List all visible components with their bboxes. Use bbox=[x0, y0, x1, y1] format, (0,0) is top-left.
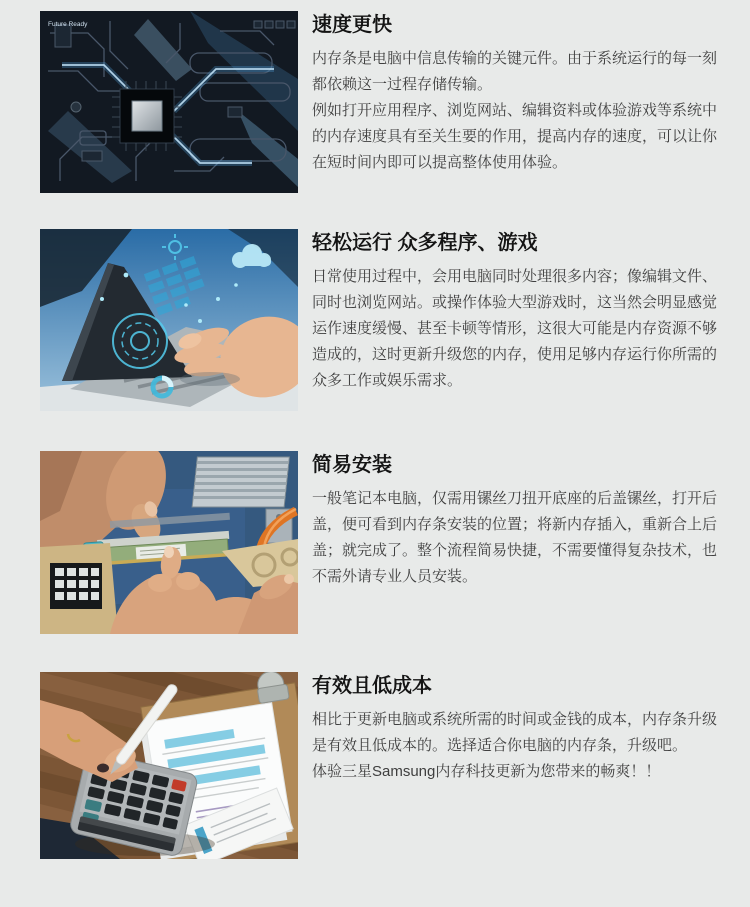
section-paragraph: 一般笔记本电脑，仅需用镙丝刀扭开底座的后盖镙丝，打开后盖，便可看到内存条安装的位置；将新内存插入，重新合上后盖；就完成了。整个流程简易快捷，不需要懂得复杂技术，也不需外请专业人员安装。 bbox=[312, 490, 718, 585]
laptop-hologram-photo bbox=[40, 229, 298, 411]
section-speed-text bbox=[312, 11, 724, 176]
circuit-board-photo bbox=[40, 11, 298, 193]
section-speed bbox=[0, 11, 750, 193]
section-cost-text bbox=[312, 672, 724, 785]
calculator-cost-illustration bbox=[40, 672, 298, 859]
circuit-board-illustration bbox=[40, 11, 298, 193]
section-multitask bbox=[0, 229, 750, 411]
section-paragraph: 内存条是电脑中信息传输的关键元件。由于系统运行的每一刻都依赖这一过程存储传输。 bbox=[312, 50, 718, 93]
section-install-text bbox=[312, 451, 724, 590]
section-cost bbox=[0, 672, 750, 859]
section-title: 简易安装 bbox=[312, 454, 392, 476]
section-paragraph: 相比于更新电脑或系统所需的时间或金钱的成本，内存条升级是有效且低成本的。选择适合你电脑的内存条，升级吧。 bbox=[312, 711, 718, 754]
future-ready-label: Future Ready bbox=[48, 21, 88, 28]
ram-installation-illustration bbox=[40, 451, 298, 634]
section-paragraph: 例如打开应用程序、浏览网站、编辑资料或体验游戏等系统中的内存速度具有至关生要的作用，提高内存的速度，可以让你在短时间内即可以提高整体使用体验。 bbox=[312, 102, 718, 171]
ram-installation-photo bbox=[40, 451, 298, 634]
section-install bbox=[0, 451, 750, 634]
laptop-hologram-illustration bbox=[40, 229, 298, 411]
section-title: 轻松运行 众多程序、游戏 bbox=[312, 232, 538, 254]
section-multitask-text bbox=[312, 229, 724, 394]
section-paragraph: 体验三星Samsung内存科技更新为您带来的畅爽！！ bbox=[312, 763, 661, 780]
section-title: 速度更快 bbox=[312, 14, 392, 36]
section-title: 有效且低成本 bbox=[312, 675, 432, 697]
section-paragraph: 日常使用过程中，会用电脑同时处理很多内容；像编辑文件、同时也浏览网站。或操作体验大型游戏时，这当然会明显感觉运作速度缓慢、甚至卡顿等情形，这很大可能是内存资源不够造成的，这时更新升级您的内存，使用足够内存运行你所需的众多工作或娱乐需求。 bbox=[312, 268, 718, 389]
calculator-cost-photo bbox=[40, 672, 298, 859]
